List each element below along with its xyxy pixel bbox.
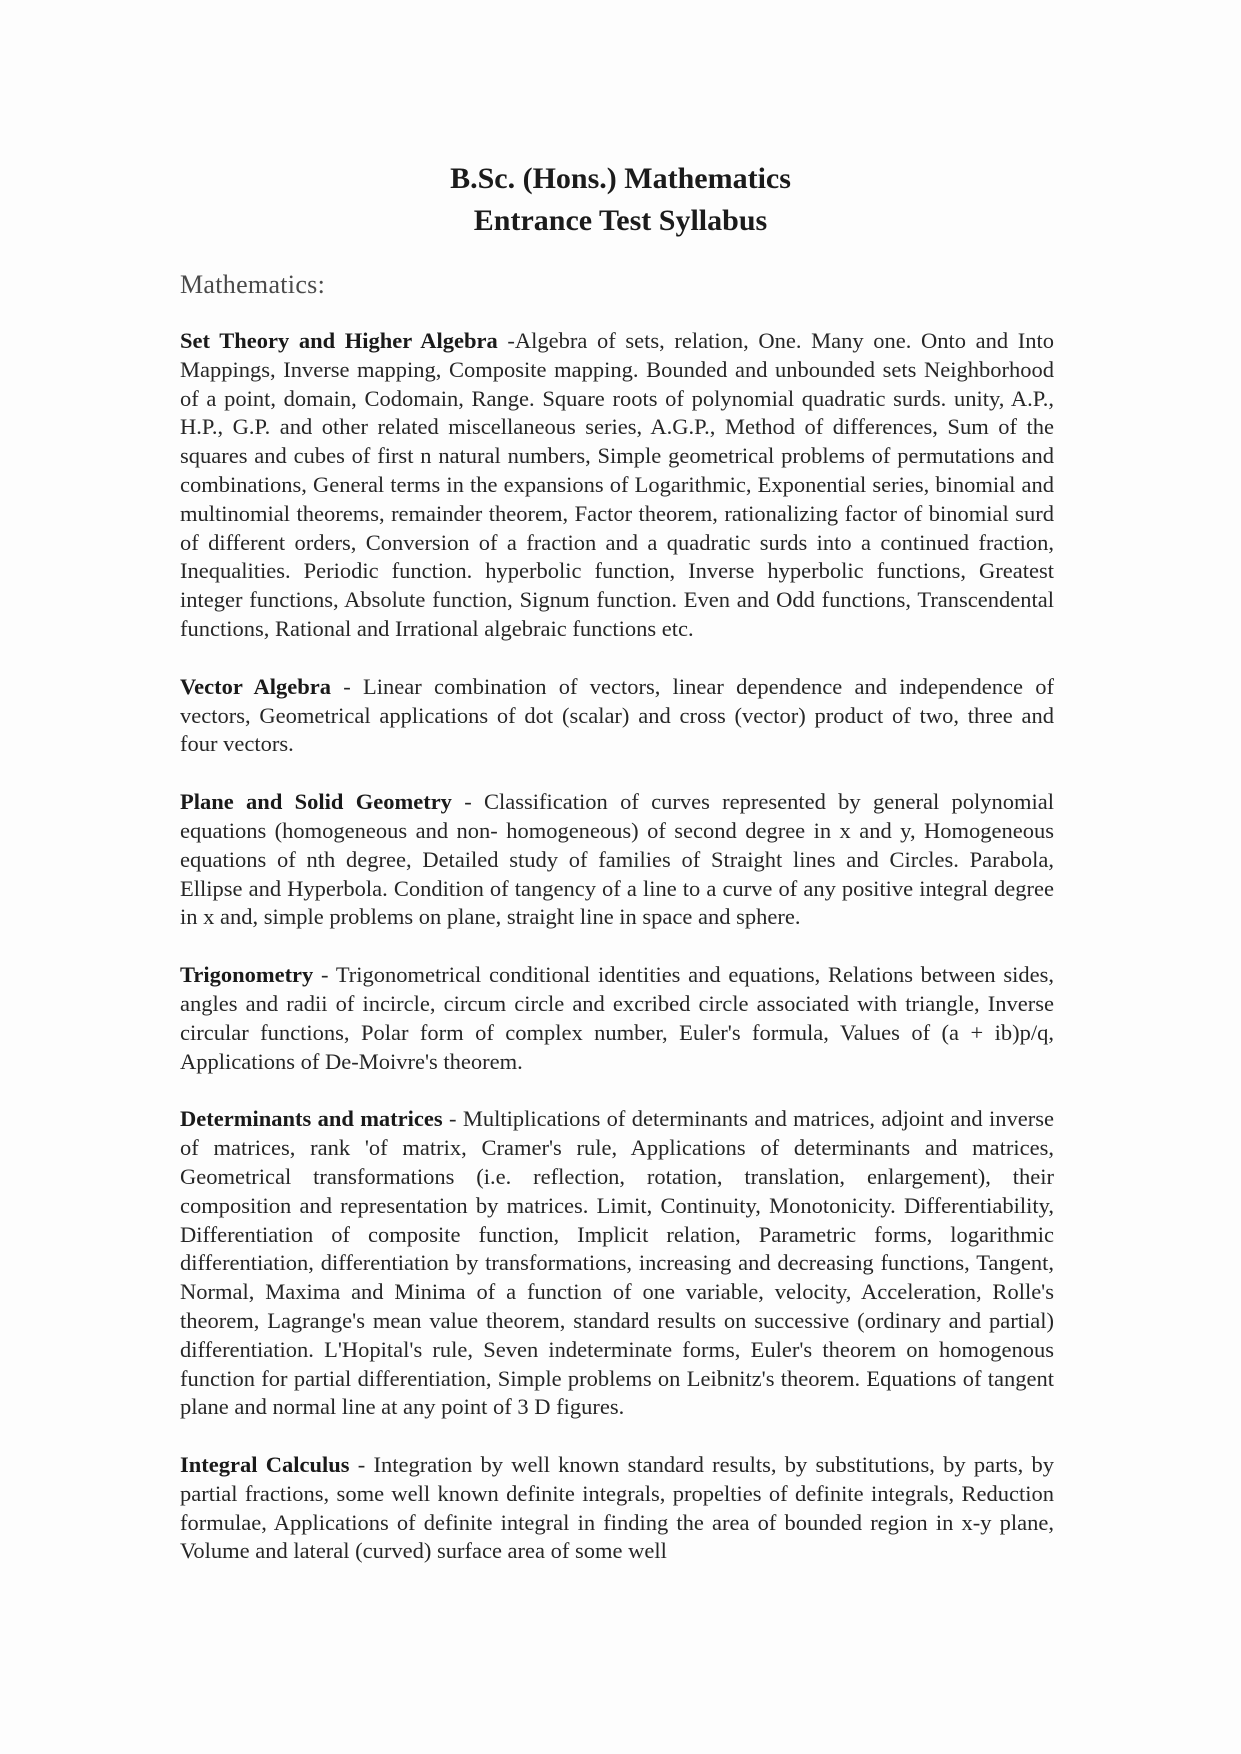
topic-text: - Linear combination of vectors, linear dependence and independence of vectors, Geometrical applications of dot (scalar) and cross (vector) product of two, three and four vectors. bbox=[180, 673, 1054, 757]
topic-text: - Multiplications of determinants and matrices, adjoint and inverse of matrices, rank 'of matrix, Cramer's rule, Applications of determinants and matrices, Geometrical transformations (i.e. reflection, rotation, translation, enlargement), their composition and representation by matrices. Limit, Continuity, Monotonicity. Differentiability, Differentiation of composite function, Implicit relation, Parametric forms, logarithmic differentiation, differentiation by transformations, increasing and decreasing functions, Tangent, Normal, Maxima and Minima of a function of one variable, velocity, Acceleration, Rolle's theorem, Lagrange's mean value theorem, standard results on successive (ordinary and partial) differentiation. L'Hopital's rule, Seven indeterminate forms, Euler's theorem on homogenous function for partial differentiation, Simple problems on Leibnitz's theorem. Equations of tangent plane and normal line at any point of 3 D figures. bbox=[180, 1106, 1055, 1420]
title-line-1: B.Sc. (Hons.) Mathematics bbox=[450, 162, 791, 195]
topic-title: Set Theory and Higher Algebra bbox=[180, 328, 498, 353]
topic-title: Plane and Solid Geometry bbox=[180, 789, 452, 815]
topic-set-theory bbox=[180, 327, 1054, 644]
syllabus-content bbox=[180, 327, 1054, 1595]
topic-text: - Classification of curves represented by general polynomial equations (homogeneous and non- homogeneous) of second degree in x and y, Homogeneous equations of nth degree, Detailed study of families of Straight lines and Circles. Parabola, Ellipse and Hyperbola. Condition of tangency of a line to a curve of any positive integral degree in x and, simple problems on plane, straight line in space and sphere. bbox=[180, 789, 1054, 930]
title-line-2: Entrance Test Syllabus bbox=[473, 204, 768, 237]
topic-determinants-matrices bbox=[180, 1105, 1054, 1422]
topic-trigonometry bbox=[180, 961, 1054, 1076]
document-title bbox=[0, 158, 1241, 242]
topic-plane-solid-geometry bbox=[180, 788, 1054, 932]
topic-text: - Integration by well known standard results, by substitutions, by parts, by partial fractions, some well known definite integrals, propelties of definite integrals, Reduction formulae, Applications of definite integral in finding the area of bounded region in x-y plane, Volume and lateral (curved) surface area of some well bbox=[180, 1452, 1055, 1564]
topic-integral-calculus bbox=[180, 1451, 1054, 1566]
topic-text: - Trigonometrical conditional identities and equations, Relations between sides, angles and radii of incircle, circum circle and excribed circle associated with triangle, Inverse circular functions, Polar form of complex number, Euler's formula, Values of (a + ib)p/q, Applications of De-Moivre's theorem. bbox=[180, 962, 1054, 1074]
topic-title: Integral Calculus bbox=[180, 1452, 350, 1478]
topic-title: Vector Algebra bbox=[180, 673, 331, 699]
topic-text: -Algebra of sets, relation, One. Many one. Onto and Into Mappings, Inverse mapping, Composite mapping. Bounded and unbounded sets Neighborhood of a point, domain, Codomain, Range. Square roots of polynomial quadratic surds. unity, A.P., H.P., G.P. and other related miscellaneous series, A.G.P., Method of differences, Sum of the squares and cubes of first n natural numbers, Simple geometrical problems of permutations and combinations, General terms in the expansions of Logarithmic, Exponential series, binomial and multinomial theorems, remainder theorem, Factor theorem, rationalizing factor of binomial surd of different orders, Conversion of a fraction and a quadratic surds into a continued fraction, Inequalities. Periodic function. hyperbolic function, Inverse hyperbolic functions, Greatest integer functions, Absolute function, Signum function. Even and Odd functions, Transcendental functions, Rational and Irrational algebraic functions etc. bbox=[180, 328, 1054, 641]
topic-vector-algebra bbox=[180, 673, 1054, 759]
section-heading: Mathematics: bbox=[180, 270, 326, 299]
topic-title: Trigonometry bbox=[180, 962, 314, 988]
topic-title: Determinants and matrices bbox=[180, 1106, 443, 1132]
